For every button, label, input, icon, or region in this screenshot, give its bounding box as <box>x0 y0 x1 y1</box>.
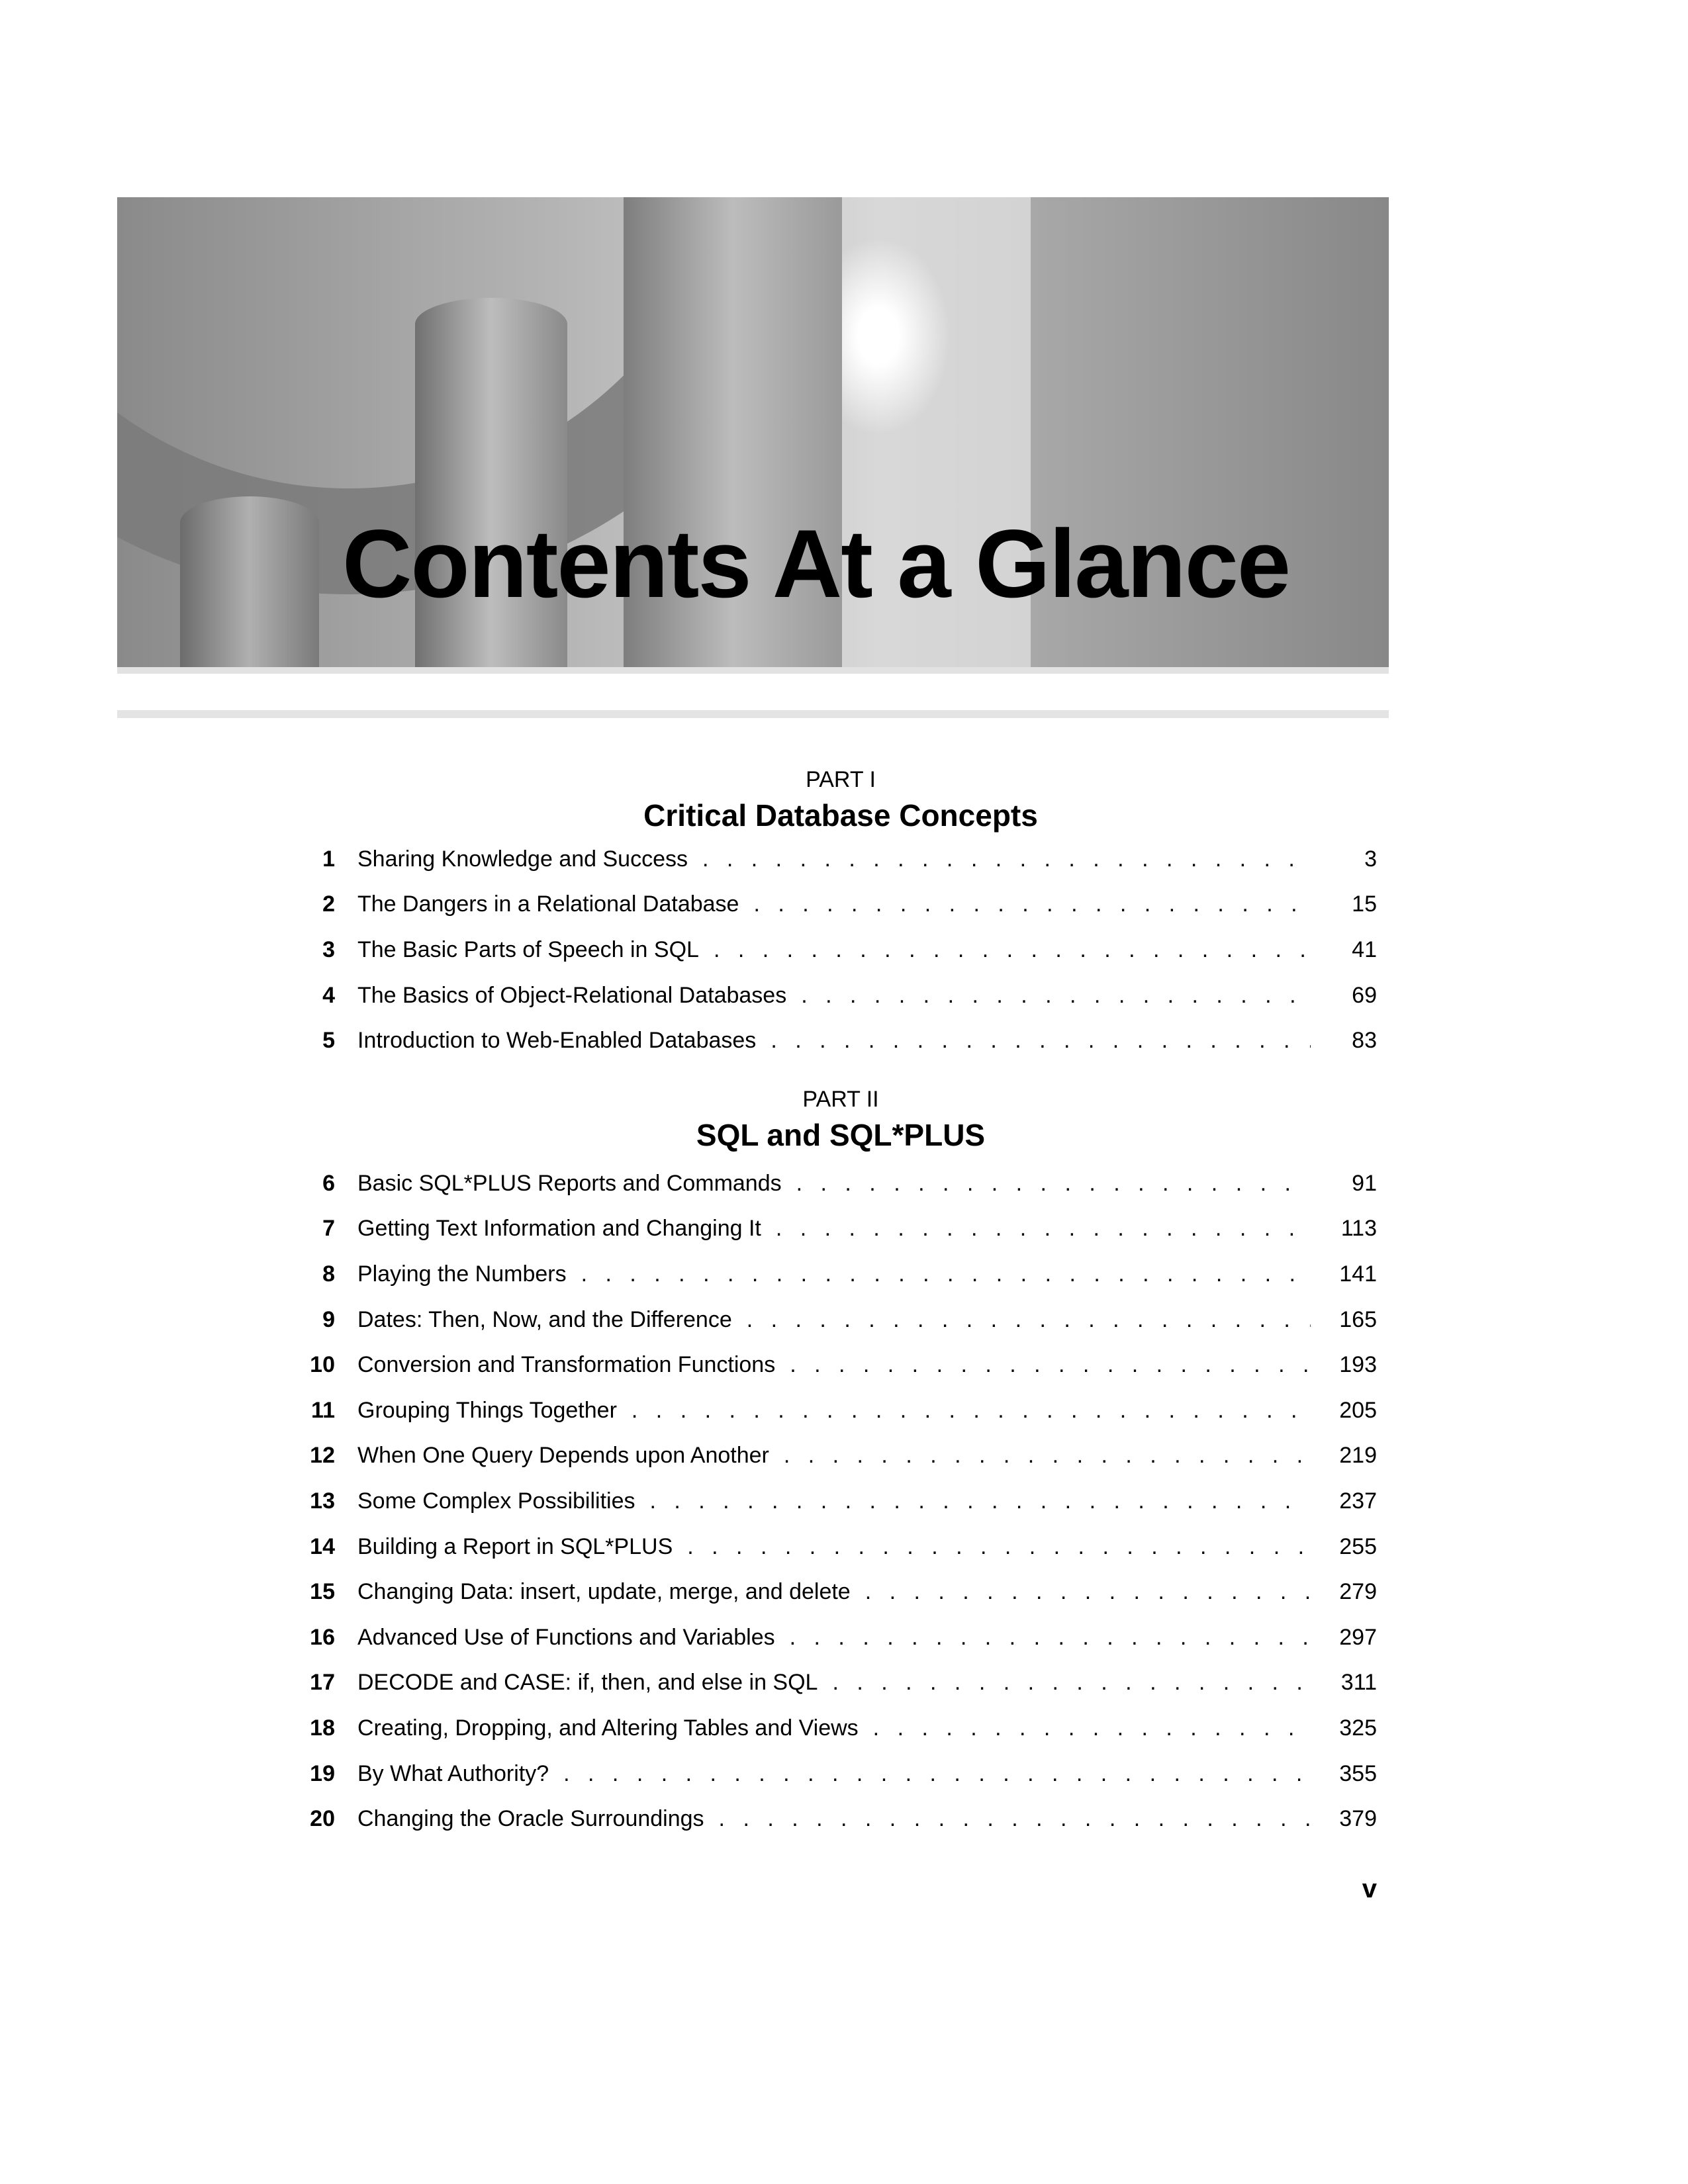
chapter-number: 9 <box>322 1306 335 1332</box>
header-banner-image <box>117 197 1389 668</box>
chapter-title: Some Complex Possibilities <box>357 1488 635 1514</box>
chapter-page: 83 <box>1352 1028 1377 1054</box>
chapter-page: 91 <box>1352 1170 1377 1196</box>
dot-leader <box>790 1625 1311 1651</box>
chapter-page: 165 <box>1339 1306 1377 1332</box>
chapter-title: Changing Data: insert, update, merge, and delete <box>357 1579 851 1605</box>
chapter-list <box>305 837 1377 1064</box>
dot-leader <box>801 983 1311 1009</box>
toc-entry[interactable] <box>305 1569 1377 1615</box>
chapter-page: 41 <box>1352 936 1377 962</box>
chapter-page: 3 <box>1364 846 1377 872</box>
toc-entry[interactable] <box>305 882 1377 928</box>
chapter-number: 18 <box>310 1715 335 1741</box>
chapter-number: 13 <box>310 1488 335 1514</box>
dot-leader <box>776 1216 1311 1242</box>
chapter-page: 237 <box>1339 1488 1377 1514</box>
dot-leader <box>873 1715 1311 1741</box>
toc-entry[interactable] <box>305 1661 1377 1706</box>
toc-entry[interactable] <box>305 1479 1377 1524</box>
chapter-page: 141 <box>1339 1261 1377 1287</box>
chapter-number: 12 <box>310 1443 335 1469</box>
chapter-title: Basic SQL*PLUS Reports and Commands <box>357 1170 782 1196</box>
toc-entry[interactable] <box>305 1388 1377 1433</box>
toc-entry[interactable] <box>305 1161 1377 1206</box>
chapter-number: 2 <box>322 891 335 917</box>
chapter-page: 69 <box>1352 982 1377 1008</box>
dot-leader <box>747 1307 1311 1333</box>
dot-leader <box>832 1670 1311 1696</box>
chapter-page: 325 <box>1339 1715 1377 1741</box>
chapter-number: 5 <box>322 1028 335 1054</box>
toc-entry[interactable] <box>305 1206 1377 1252</box>
toc-entry[interactable] <box>305 1796 1377 1842</box>
chapter-page: 113 <box>1340 1216 1377 1242</box>
chapter-page: 205 <box>1339 1397 1377 1423</box>
chapter-number: 16 <box>310 1624 335 1650</box>
chapter-title: Advanced Use of Functions and Variables <box>357 1624 775 1650</box>
chapter-title: Introduction to Web-Enabled Databases <box>357 1028 757 1054</box>
dot-leader <box>771 1028 1311 1054</box>
dot-leader <box>719 1806 1311 1832</box>
chapter-title: Playing the Numbers <box>357 1261 567 1287</box>
chapter-title: When One Query Depends upon Another <box>357 1443 769 1469</box>
part-label: PART II <box>802 1087 879 1112</box>
chapter-page: 255 <box>1339 1533 1377 1559</box>
chapter-number: 4 <box>322 982 335 1008</box>
chapter-title: By What Authority? <box>357 1760 549 1786</box>
page-title: Contents At a Glance <box>342 510 1290 617</box>
chapter-number: 7 <box>322 1216 335 1242</box>
dot-leader <box>714 937 1311 963</box>
chapter-title: Building a Report in SQL*PLUS <box>357 1533 673 1559</box>
page-number: v <box>1362 1874 1377 1903</box>
chapter-title: The Dangers in a Relational Database <box>357 891 739 917</box>
dot-leader <box>796 1171 1311 1197</box>
toc-entry[interactable] <box>305 1706 1377 1751</box>
toc-entry[interactable] <box>305 927 1377 973</box>
chapter-title: Sharing Knowledge and Success <box>357 846 688 872</box>
chapter-page: 219 <box>1339 1443 1377 1469</box>
chapter-number: 11 <box>311 1397 335 1423</box>
chapter-number: 1 <box>322 846 335 872</box>
dot-leader <box>632 1398 1311 1424</box>
toc-entry[interactable] <box>305 1433 1377 1479</box>
chapter-number: 20 <box>310 1806 335 1832</box>
chapter-page: 15 <box>1352 891 1377 917</box>
chapter-number: 14 <box>310 1533 335 1559</box>
toc-entry[interactable] <box>305 1297 1377 1343</box>
chapter-page: 279 <box>1339 1579 1377 1605</box>
dot-leader <box>784 1443 1311 1469</box>
chapter-number: 6 <box>322 1170 335 1196</box>
divider <box>117 710 1389 718</box>
chapter-number: 10 <box>310 1352 335 1378</box>
toc-entry[interactable] <box>305 1018 1377 1064</box>
chapter-title: Conversion and Transformation Functions <box>357 1352 776 1378</box>
toc-entry[interactable] <box>305 1524 1377 1570</box>
dot-leader <box>753 891 1311 917</box>
toc-entry[interactable] <box>305 973 1377 1019</box>
chapter-page: 193 <box>1339 1352 1377 1378</box>
dot-leader <box>790 1352 1311 1378</box>
chapter-list <box>305 1161 1377 1842</box>
chapter-title: Creating, Dropping, and Altering Tables and Views <box>357 1715 859 1741</box>
dot-leader <box>563 1761 1311 1787</box>
dot-leader <box>650 1488 1311 1514</box>
toc-entry[interactable] <box>305 1615 1377 1661</box>
part-label: PART I <box>806 767 876 792</box>
chapter-page: 379 <box>1339 1806 1377 1832</box>
part-title: Critical Database Concepts <box>643 798 1038 833</box>
divider <box>117 667 1389 674</box>
toc-entry[interactable] <box>305 1751 1377 1797</box>
chapter-title: Getting Text Information and Changing It <box>357 1216 761 1242</box>
chapter-title: Grouping Things Together <box>357 1397 617 1423</box>
dot-leader <box>687 1534 1311 1560</box>
part-heading <box>305 1086 1377 1154</box>
chapter-title: Changing the Oracle Surroundings <box>357 1806 704 1832</box>
chapter-page: 355 <box>1339 1760 1377 1786</box>
dot-leader <box>581 1261 1311 1287</box>
part-heading <box>305 766 1377 834</box>
chapter-title: The Basic Parts of Speech in SQL <box>357 936 699 962</box>
toc-entry[interactable] <box>305 1251 1377 1297</box>
chapter-number: 8 <box>322 1261 335 1287</box>
chapter-number: 15 <box>310 1579 335 1605</box>
chapter-title: The Basics of Object-Relational Databases <box>357 982 787 1008</box>
dot-leader <box>702 846 1311 872</box>
part-title: SQL and SQL*PLUS <box>696 1118 986 1152</box>
chapter-number: 17 <box>310 1670 335 1696</box>
toc-entry[interactable] <box>305 837 1377 882</box>
chapter-number: 19 <box>310 1760 335 1786</box>
chapter-page: 311 <box>1340 1670 1377 1696</box>
toc-entry[interactable] <box>305 1342 1377 1388</box>
chapter-number: 3 <box>322 936 335 962</box>
chapter-title: Dates: Then, Now, and the Difference <box>357 1306 732 1332</box>
column <box>180 496 319 668</box>
chapter-page: 297 <box>1339 1624 1377 1650</box>
chapter-title: DECODE and CASE: if, then, and else in SQL <box>357 1670 818 1696</box>
dot-leader <box>865 1579 1311 1605</box>
